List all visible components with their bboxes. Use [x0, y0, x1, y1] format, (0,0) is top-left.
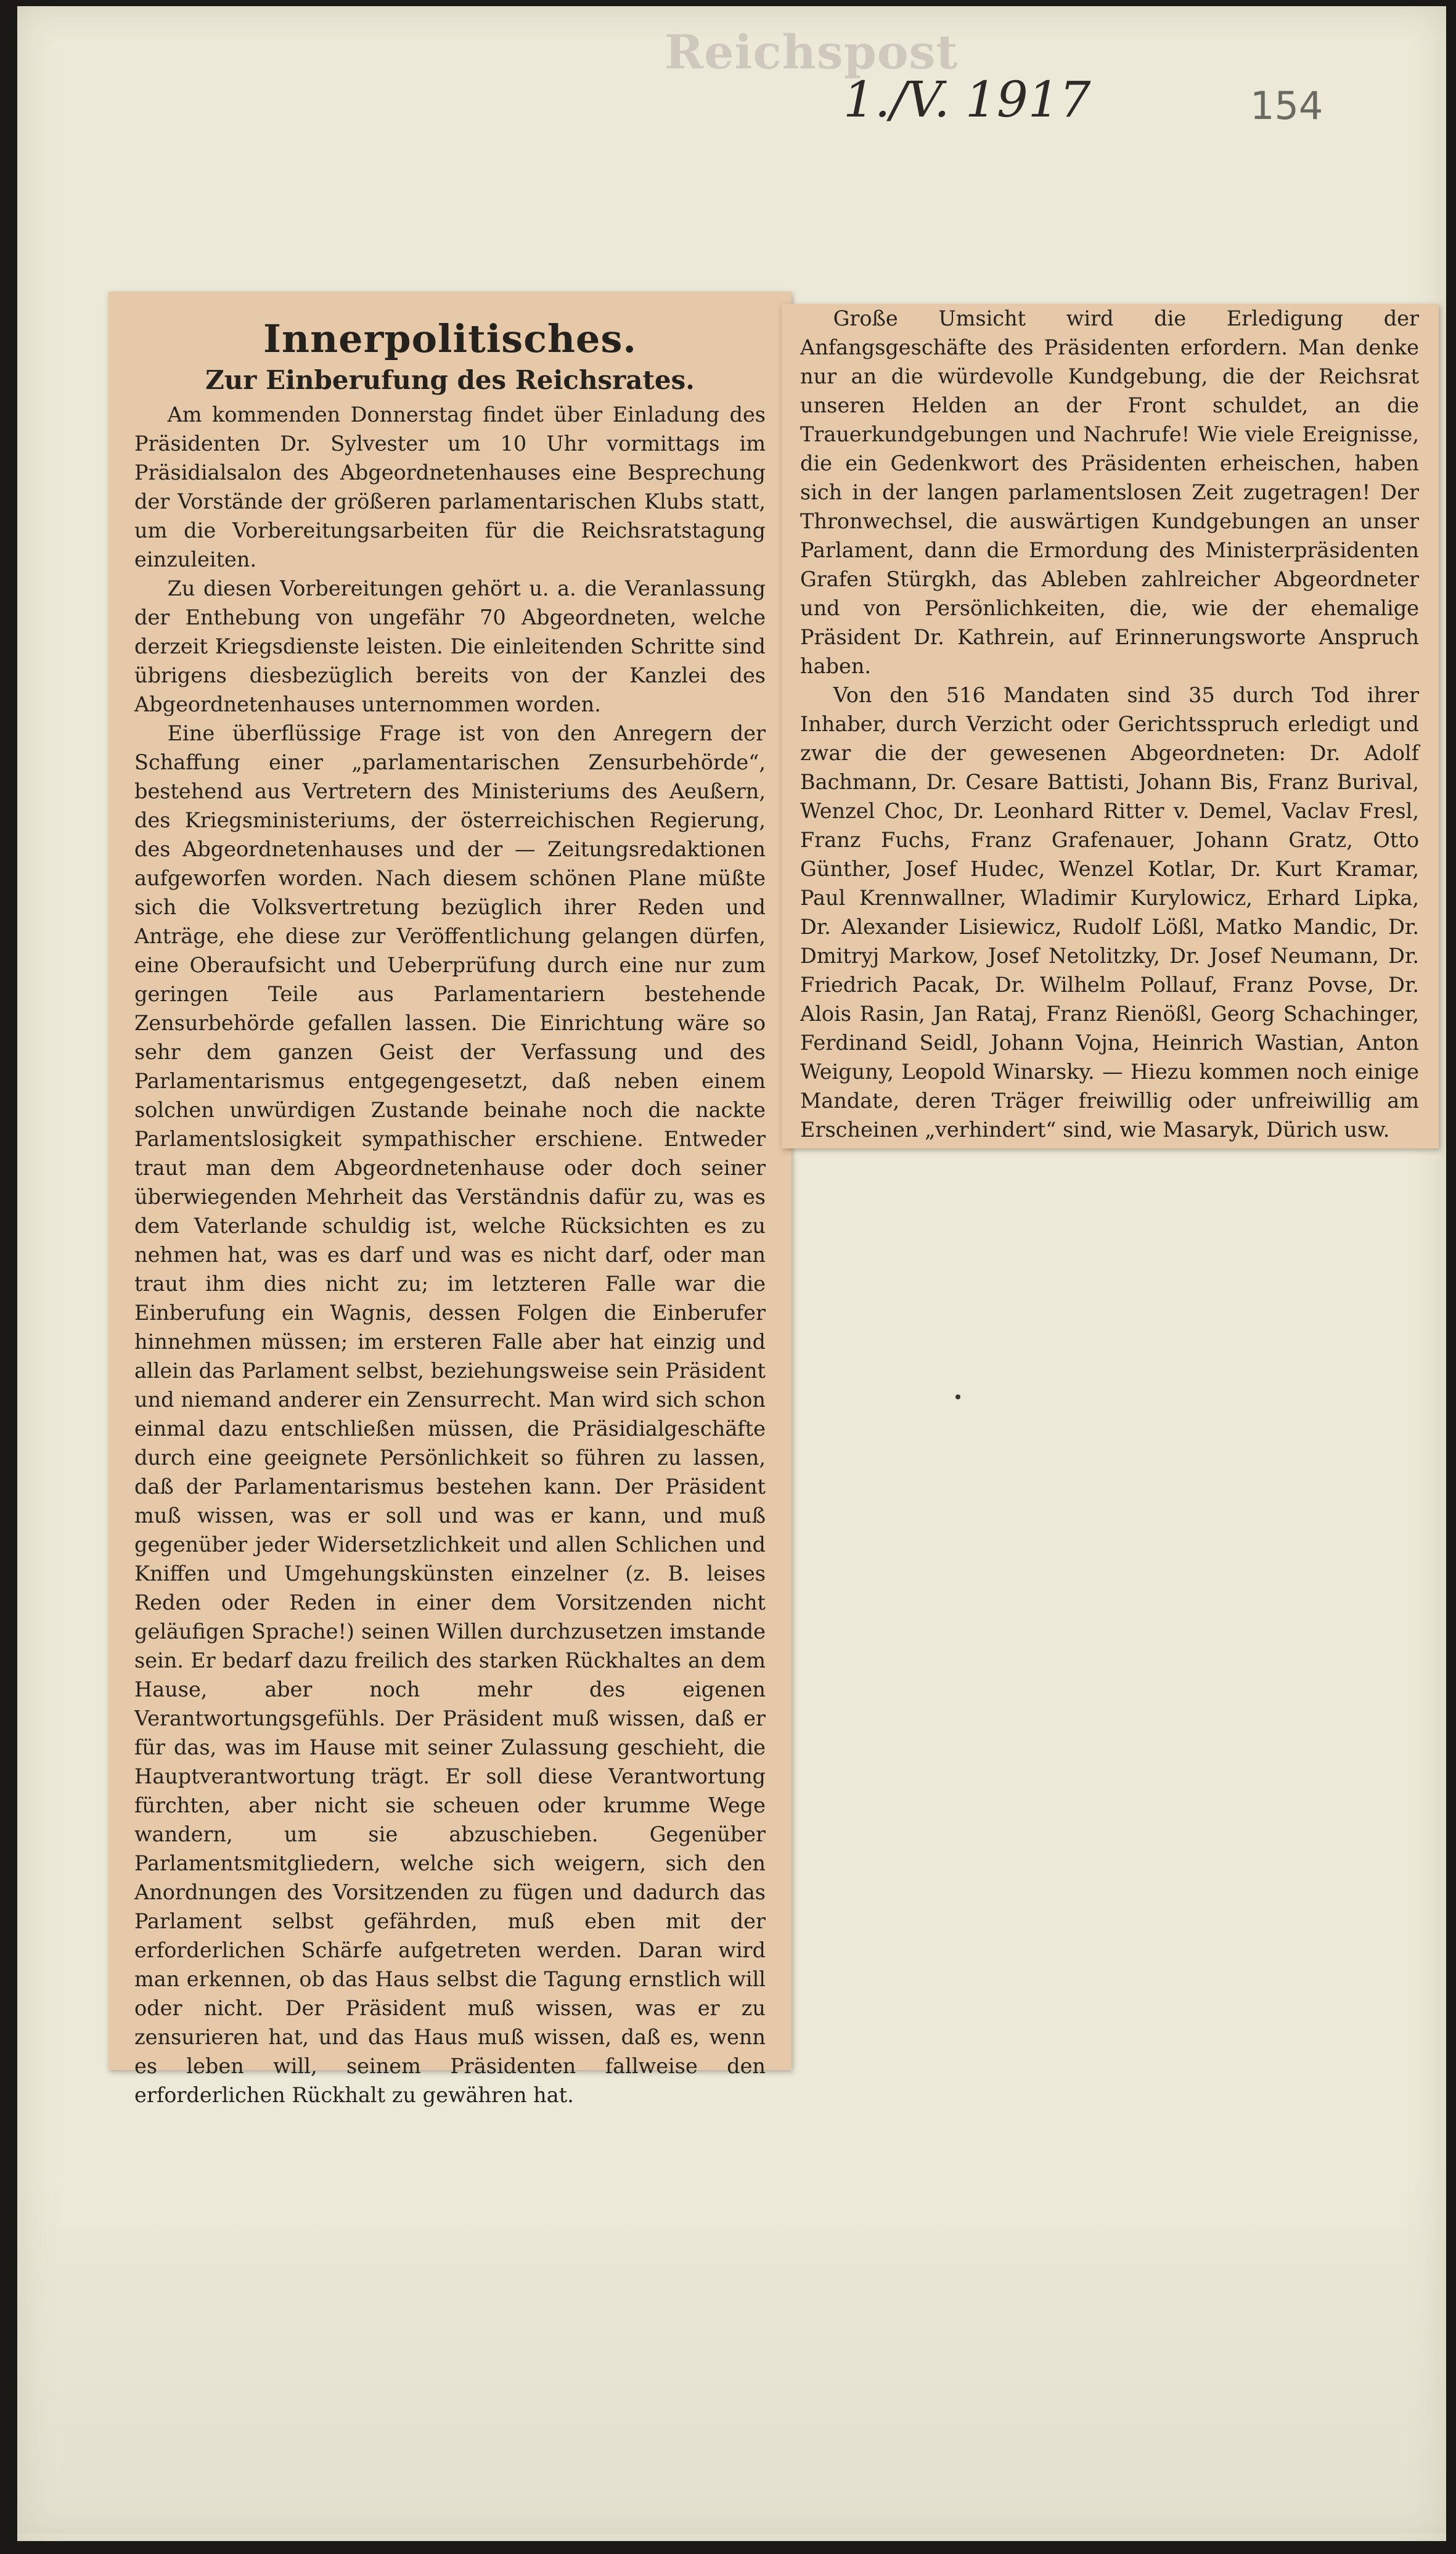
left-column-text — [134, 305, 766, 2110]
paragraph: Zu diesen Vorbereitungen gehört u. a. die Veranlassung der Enthebung von ungefähr 70 Abgeordneten, welche derzeit Kriegsdienste leisten. Die einleitenden Schritte sind übrigens diesbezüglich bereits von der Kanzlei des Abgeordnetenhauses unternommen worden. — [134, 576, 766, 716]
clipping-right-column — [782, 304, 1439, 1148]
paragraph: Eine überflüssige Frage ist von den Anregern der Schaffung einer „parlamentarischen Zensurbehörde“, bestehend aus Vertretern des Ministeriums des Aeußern, des Kriegsministeriums, der österreichischen Regierung, des Abgeordnetenhauses und der — Zeitungsredaktionen aufgeworfen worden. Nach diesem schönen Plane müßte sich die Volksvertretung bezüglich ihrer Reden und Anträge, ehe diese zur Veröffentlichung gelangen dürfen, eine Oberaufsicht und Ueberprüfung durch eine nur zum geringen Teile aus Parlamentariern bestehende Zensurbehörde gefallen lassen. Die Einrichtung wäre so sehr dem ganzen Geist der Verfassung und des Parlamentarismus entgegengesetzt, daß neben einem solchen unwürdigen Zustande beinahe noch die nackte Parlamentslosigkeit sympathischer erschiene. Entweder traut man dem Abgeordnetenhause oder doch seiner überwiegenden Mehrheit das Verständnis dafür zu, was es dem Vaterlande schuldig ist, welche Rücksichten es zu nehmen hat, was es darf und was es nicht darf, oder man traut ihm dies nicht zu; im letzteren Falle war die Einberufung ein Wagnis, dessen Folgen die Einberufer hinnehmen müssen; im ersteren Falle aber hat einzig und allein das Parlament selbst, beziehungsweise sein Präsident und niemand anderer ein Zensurrecht. Man wird sich schon einmal dazu entschließen müssen, die Präsidialgeschäfte durch eine geeignete Persönlichkeit so führen zu lassen, daß der Parlamentarismus bestehen kann. Der Präsident muß wissen, was er soll und was er kann, und muß gegenüber jeder Widersetzlichkeit und allen Schlichen und Kniffen und Umgehungskünsten einzelner (z. B. leises Reden oder Reden in einer dem Vorsitzenden nicht geläufigen Sprache!) seinen Willen durchzusetzen imstande sein. Er bedarf dazu freilich des starken Rückhaltes an dem Hause, aber noch mehr des eigenen Verantwortungsgefühls. Der Präsident muß wissen, daß er für das, was im Hause mit seiner Zulassung geschieht, die Hauptverantwortung trägt. Er soll diese Verantwortung fürchten, aber nicht sie scheuen oder krumme Wege wandern, um sie abzuschieben. Gegenüber Parlamentsmitgliedern, welche sich weigern, sich den Anordnungen des Vorsitzenden zu fügen und dadurch das Parlament selbst gefährden, muß eben mit der erforderlichen Schärfe aufgetreten werden. Daran wird man erkennen, ob das Haus selbst die Tagung ernstlich will oder nicht. Der Präsident muß wissen, was er zu zensurieren hat, und das Haus muß wissen, daß es, wenn es leben will, seinem Präsidenten fallweise den erforderlichen Rückhalt zu gewähren hat. — [134, 721, 766, 2107]
paragraph: Am kommenden Donnerstag findet über Einladung des Präsidenten Dr. Sylvester um 10 Uhr vormittags im Präsidialsalon des Abgeordnetenhauses eine Besprechung der Vorstände der größeren parlamentarischen Klubs statt, um die Vorbereitungsarbeiten für die Reichsratstagung einzuleiten. — [134, 403, 766, 571]
handwritten-date: 1./V. 1917 — [843, 71, 1091, 128]
paper-fold — [17, 2164, 1446, 2534]
page-number: 154 — [1250, 83, 1323, 128]
ink-dot — [955, 1394, 960, 1399]
archive-sheet — [17, 6, 1446, 2541]
newspaper-stamp: Reichspost — [665, 25, 959, 80]
article-subheadline: Zur Einberufung des Reichsrates. — [205, 365, 695, 395]
right-column-text — [800, 304, 1419, 1144]
clipping-left-column — [108, 292, 791, 2107]
article-headline: Innerpolitisches. — [263, 316, 637, 361]
paragraph: Große Umsicht wird die Erledigung der Anfangsgeschäfte des Präsidenten erfordern. Man denke nur an die würdevolle Kundgebung, die der Reichsrat unseren Helden an der Front schuldet, an die Trauerkundgebungen und Nachrufe! Wie viele Ereignisse, die ein Gedenkwort des Präsidenten erheischen, haben sich in der langen parlamentslosen Zeit zugetragen! Der Thronwechsel, die auswärtigen Kundgebungen an unser Parlament, dann die Ermordung des Ministerpräsidenten Grafen Stürgkh, das Ableben zahlreicher Abgeordneter und von Persönlichkeiten, die, wie der ehemalige Präsident Dr. Kathrein, auf Erinnerungsworte Anspruch haben. — [800, 306, 1419, 678]
paragraph: Von den 516 Mandaten sind 35 durch Tod ihrer Inhaber, durch Verzicht oder Gerichtsspruch erledigt und zwar die der gewesenen Abgeordneten: Dr. Adolf Bachmann, Dr. Cesare Battisti, Johann Bis, Franz Burival, Wenzel Choc, Dr. Leonhard Ritter v. Demel, Vaclav Fresl, Franz Fuchs, Franz Grafenauer, Johann Gratz, Otto Günther, Josef Hudec, Wenzel Kotlar, Dr. Kurt Kramar, Paul Krennwallner, Wladimir Kurylowicz, Erhard Lipka, Dr. Alexander Lisiewicz, Rudolf Lößl, Matko Mandic, Dr. Dmitryj Markow, Josef Netolitzky, Dr. Josef Neumann, Dr. Friedrich Pacak, Dr. Wilhelm Pollauf, Franz Povse, Dr. Alois Rasin, Jan Rataj, Franz Rienößl, Georg Schachinger, Ferdinand Seidl, Johann Vojna, Heinrich Wastian, Anton Weiguny, Leopold Winarsky. — Hiezu kommen noch einige Mandate, deren Träger freiwillig oder unfreiwillig am Erscheinen „verhindert“ sind, wie Masaryk, Dürich usw. — [800, 683, 1419, 1142]
